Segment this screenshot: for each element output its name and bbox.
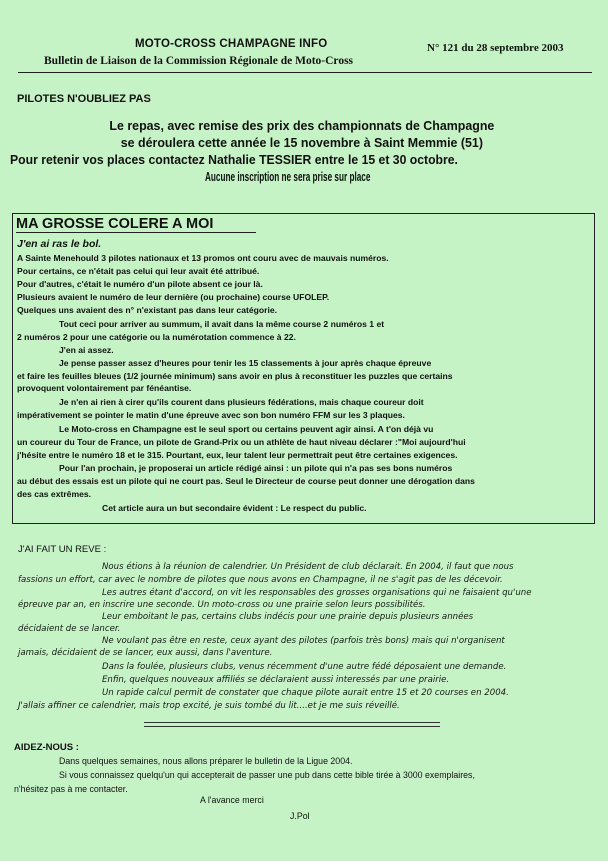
colere-line: et faire les feuilles bleues (1/2 journée minimum) sans avoir en plus à reconstituer les puzzles que certains [17,371,453,381]
colere-line: j'hésite entre le numéro 18 et le 315. Pourtant, eux, leur talent leur permettrait peut être certaines exigences. [17,450,458,460]
colere-line: Tout ceci pour arriver au summum, il avait dans la même course 2 numéros 1 et [59,319,385,329]
announcement-line: Aucune inscription ne sera prise sur place [205,170,371,184]
colere-line: des cas extrêmes. [17,489,92,499]
announcement-heading: PILOTES N'OUBLIEZ PAS [17,93,151,105]
colere-line: 2 numéros 2 pour une catégorie ou la numérotation commence à 22. [17,332,296,342]
reve-line: Dans la foulée, plusieurs clubs, venus récemment d'une autre fédé déposaient une demande. [102,662,507,672]
reve-line: épreuve par an, en inscrire une seconde. Un moto-cross ou une prairie selon leurs possibilités. [18,600,426,610]
colere-line: Je pense passer assez d'heures pour tenir les 15 classements à jour après chaque épreuve [59,358,432,368]
aidez-line: Dans quelques semaines, nous allons préparer le bulletin de la Ligue 2004. [59,756,353,766]
reve-line: Un rapide calcul permit de constater que chaque pilote aurait entre 15 et 20 courses en 2004. [102,688,509,698]
reve-line: Les autres étant d'accord, on vit les responsables des grosses organisations qui ne faisaient qu'une [102,588,532,598]
reve-line: jamais, décidaient de se lancer, eux aussi, dans l'aventure. [18,648,273,658]
aidez-line: Si vous connaissez quelqu'un qui accepterait de passer une pub dans cette bible tirée à 3000 exemplaires, [59,770,475,780]
colere-line: Le Moto-cross en Champagne est le seul sport ou certains peuvent agir ainsi. A t'on déjà vu [59,424,434,434]
colere-subtitle: J'en ai ras le bol. [17,238,102,250]
announcement-line: Pour retenir vos places contactez Nathalie TESSIER entre le 15 et 30 octobre. [10,153,458,167]
colere-line: un coureur du Tour de France, un pilote de Grand-Prix ou un athlète de haut niveau déclarer :"Moi aujourd'hui [17,437,466,447]
announcement-line: se déroulera cette année le 15 novembre à Saint Memmie (51) [120,136,483,150]
section-divider [144,722,440,723]
newsletter-subtitle: Bulletin de Liaison de la Commission Régionale de Moto-Cross [44,55,354,67]
reve-line: Nous étions à la réunion de calendrier. Un Président de club déclarait. En 2004, il faut que nous [102,562,514,572]
colere-line: A Sainte Menehould 3 pilotes nationaux et 13 promos ont couru avec de mauvais numéros. [17,253,389,263]
colere-line: au début des essais est un pilote qui ne court pas. Seul le Directeur de course peut donner une dérogation dans [17,476,475,486]
colere-title: MA GROSSE COLERE A MOI [16,216,214,232]
reve-line: décidaient de se lancer. [18,624,121,634]
colere-line: Je n'en ai rien à cirer qu'ils courent dans plusieurs fédérations, mais chaque coureur doit [59,397,424,407]
colere-line: provoquent volontairement par fénéantise. [17,383,192,393]
colere-line: Plusieurs avaient le numéro de leur dernière (ou prochaine) course UFOLEP. [17,292,330,302]
colere-line: Pour d'autres, c'était le numéro d'un pilote absent ce jour là. [17,279,263,289]
colere-line: Quelques uns avaient des n° n'existant pas dans leur catégorie. [17,305,278,315]
reve-line: J'allais affiner ce calendrier, mais trop excité, je suis tombé du lit....et je me suis réveillé. [18,701,400,711]
closing-thanks: A l'avance merci [200,795,264,805]
newsletter-title: MOTO-CROSS CHAMPAGNE INFO [135,38,328,50]
reve-line: Ne voulant pas être en reste, ceux ayant des pilotes (parfois très bons) mais qui n'organisent [102,636,505,646]
reve-line: fassions un effort, car avec le nombre de pilotes que nous avons en Champagne, il ne s'agit pas de les décevoir. [18,575,503,585]
colere-line: Pour l'an prochain, je proposerai un article rédigé ainsi : un pilote qui n'a pas ses bons numéros [59,463,453,473]
aidez-title: AIDEZ-NOUS : [14,742,79,753]
issue-number: N° 121 du 28 septembre 2003 [427,42,564,54]
aidez-line: n'hésitez pas à me contacter. [14,784,128,794]
colere-line: Pour certains, ce n'était pas celui qui leur avait été attribué. [17,266,260,276]
colere-line: Cet article aura un but secondaire évident : Le respect du public. [102,503,367,513]
reve-line: Leur emboitant le pas, certains clubs indécis pour une prairie depuis plusieurs années [102,612,474,622]
signature: J.Pol [290,811,310,821]
section-divider [144,726,440,727]
colere-line: J'en ai assez. [59,345,114,355]
header-divider [18,72,592,73]
colere-line: impérativement se pointer le matin d'une épreuve avec son bon numéro FFM sur les 3 plaques. [17,410,405,420]
reve-title: J'AI FAIT UN REVE : [18,544,107,555]
colere-title-underline [16,232,256,233]
reve-line: Enfin, quelques nouveaux affiliés se déclaraient aussi interessés par une prairie. [102,675,450,685]
announcement-line: Le repas, avec remise des prix des championnats de Champagne [109,119,495,133]
